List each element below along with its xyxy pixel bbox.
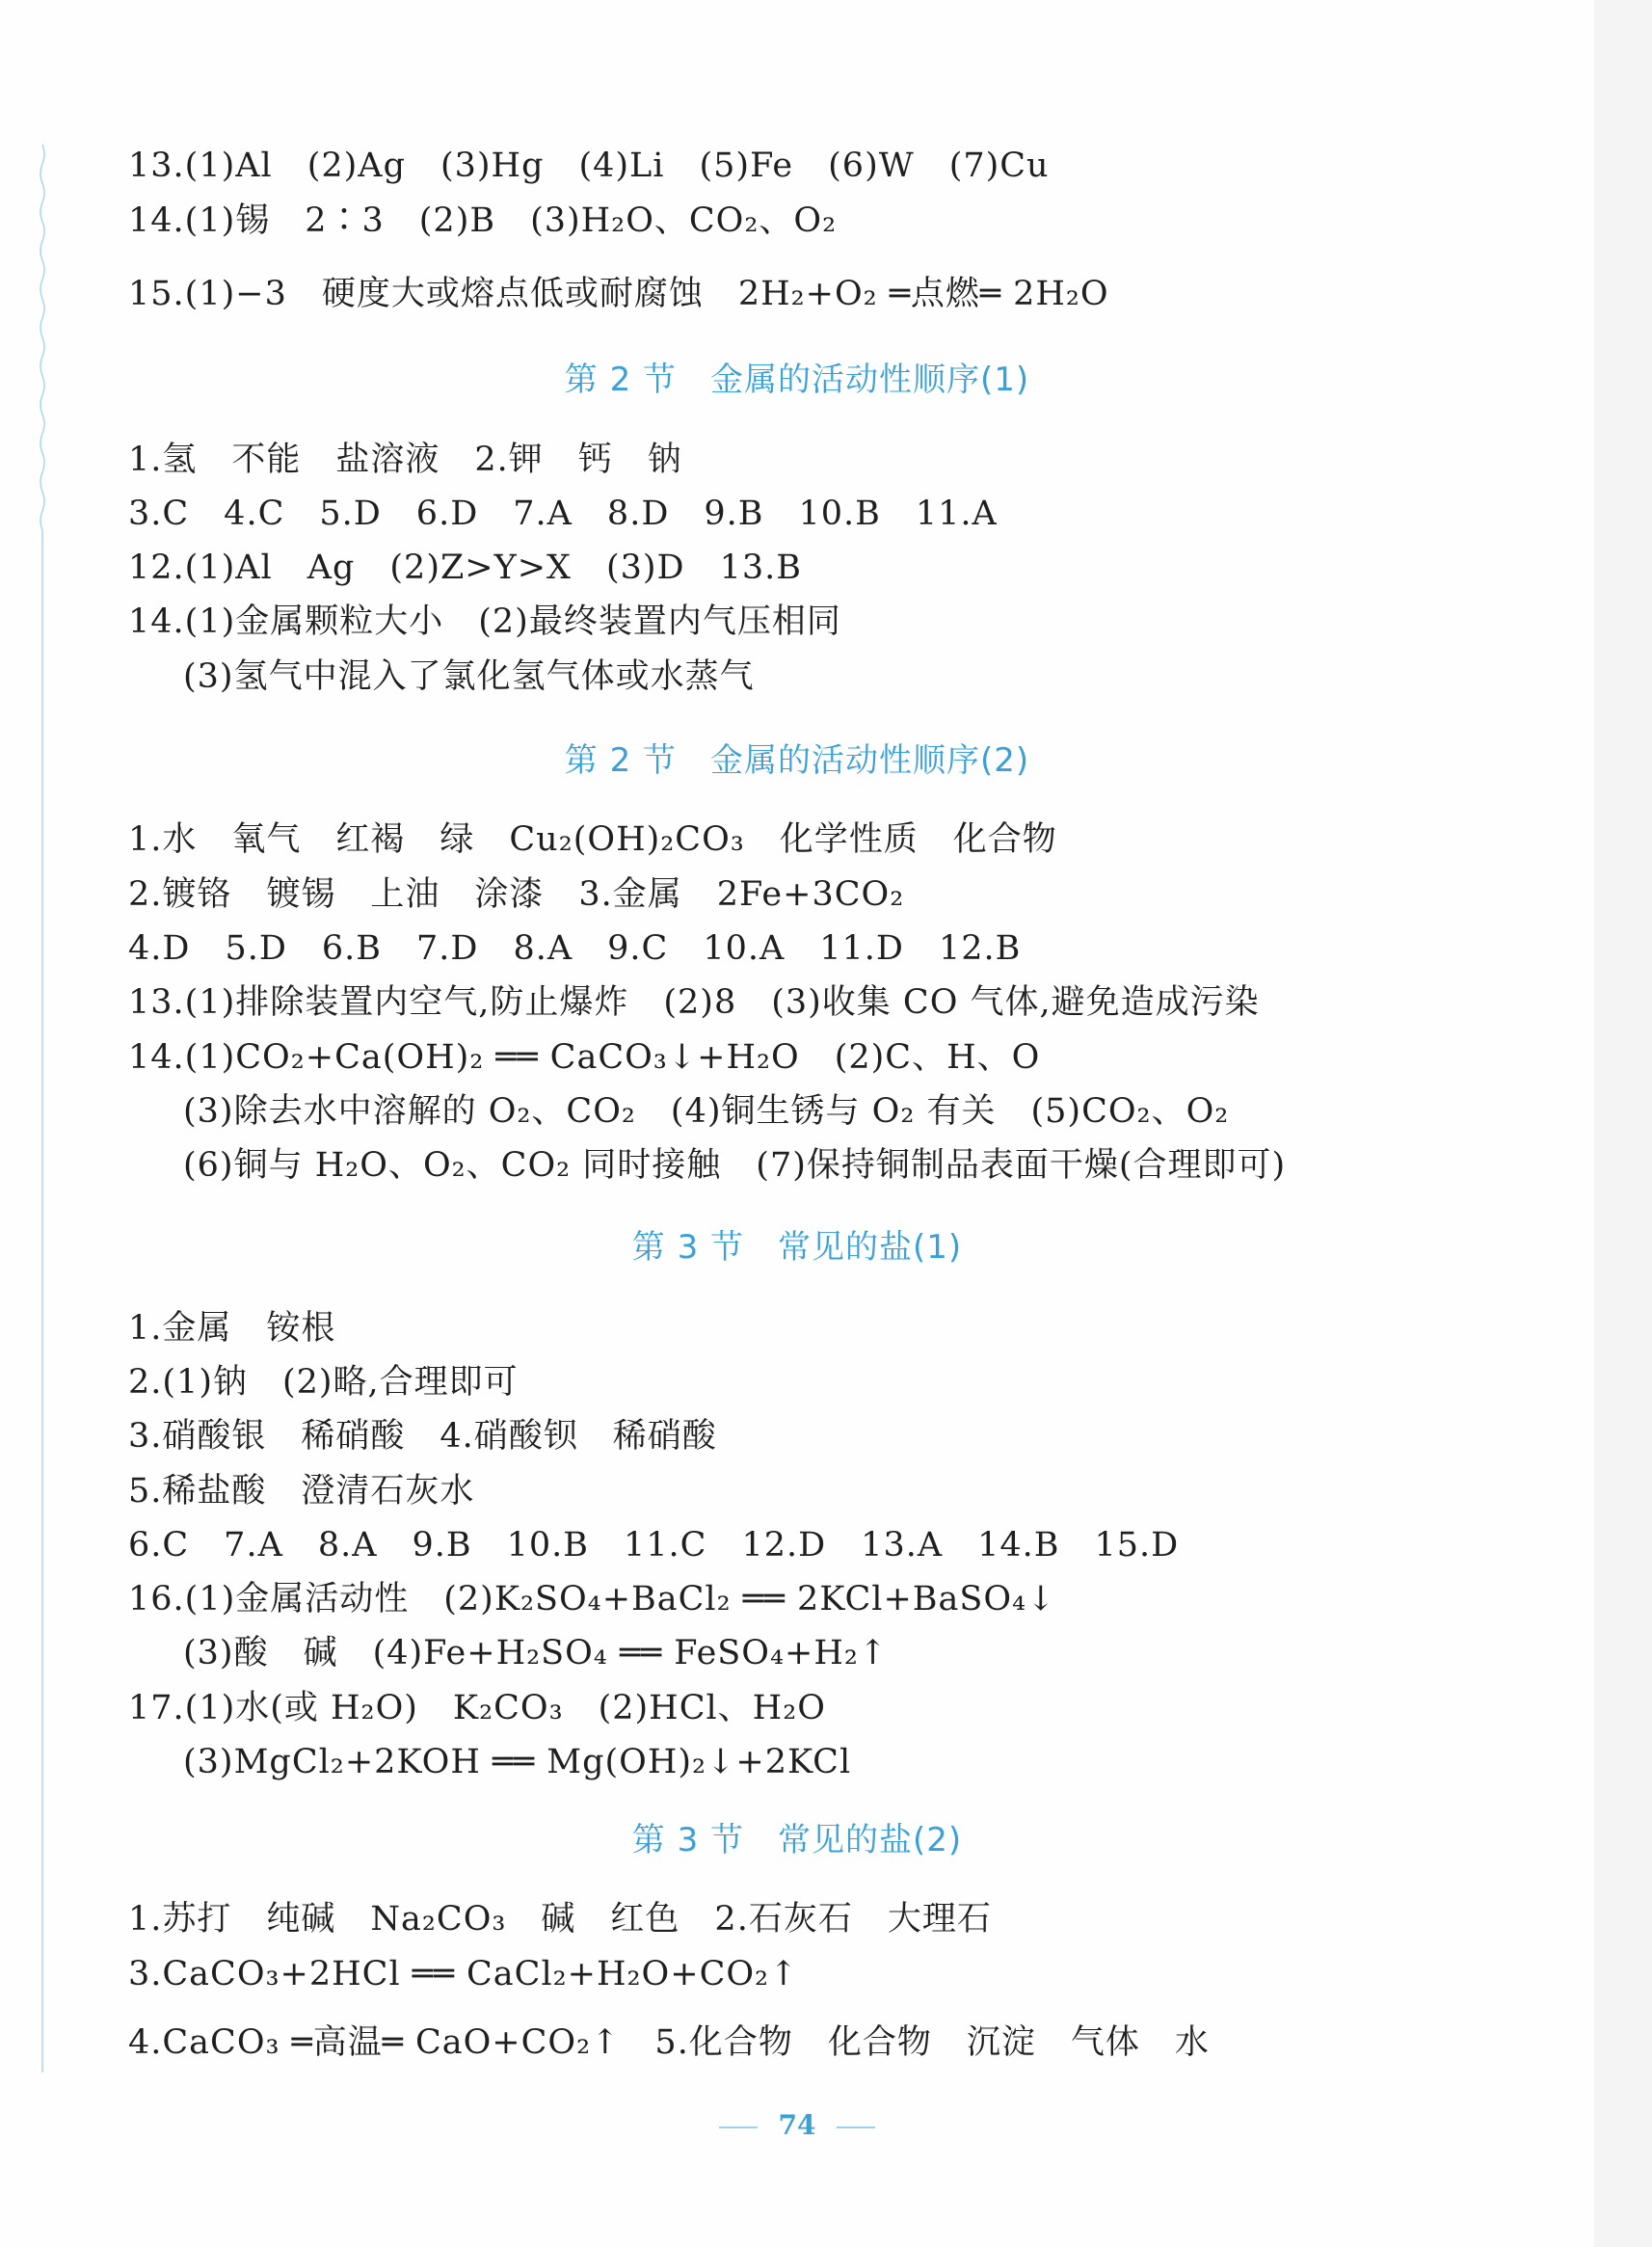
page-number-dash-right (837, 2127, 875, 2128)
answer-line: 1.水 氧气 红褐 绿 Cu₂(OH)₂CO₃ 化学性质 化合物 (128, 820, 1057, 859)
answer-line: 14.(1)锡 2∶3 (2)B (3)H₂O、CO₂、O₂ (128, 201, 838, 240)
page-number-text: 74 (778, 2109, 816, 2141)
answer-line: 14.(1)CO₂+Ca(OH)₂ ══ CaCO₃↓+H₂O (2)C、H、O (128, 1038, 1041, 1077)
answer-line: 15.(1)−3 硬度大或熔点低或耐腐蚀 2H₂+O₂ ═点燃═ 2H₂O (128, 275, 1109, 313)
answer-line: 12.(1)Al Ag (2)Z>Y>X (3)D 13.B (128, 548, 802, 587)
answer-line: 16.(1)金属活动性 (2)K₂SO₄+BaCl₂ ══ 2KCl+BaSO₄↓ (128, 1580, 1056, 1618)
answer-line: 2.镀铬 镀锡 上油 涂漆 3.金属 2Fe+3CO₂ (128, 875, 905, 914)
answer-line: 13.(1)排除装置内空气,防止爆炸 (2)8 (3)收集 CO 气体,避免造成污染 (128, 983, 1260, 1022)
answer-line: 4.D 5.D 6.B 7.D 8.A 9.C 10.A 11.D 12.B (128, 929, 1022, 968)
section-heading: 第 3 节 常见的盐(1) (631, 1228, 963, 1267)
answer-line: 3.CaCO₃+2HCl ══ CaCl₂+H₂O+CO₂↑ (128, 1955, 799, 1993)
section-heading: 第 2 节 金属的活动性顺序(2) (564, 741, 1030, 780)
answer-line: (3)酸 碱 (4)Fe+H₂SO₄ ══ FeSO₄+H₂↑ (183, 1634, 889, 1672)
page-number-dash-left (719, 2127, 758, 2128)
section-heading: 第 2 节 金属的活动性顺序(1) (564, 361, 1030, 399)
answer-line: 13.(1)Al (2)Ag (3)Hg (4)Li (5)Fe (6)W (7)Cu (128, 147, 1050, 185)
answer-line: (3)MgCl₂+2KOH ══ Mg(OH)₂↓+2KCl (183, 1743, 852, 1781)
answer-line: 17.(1)水(或 H₂O) K₂CO₃ (2)HCl、H₂O (128, 1689, 826, 1727)
answer-line: 3.C 4.C 5.D 6.D 7.A 8.D 9.B 10.B 11.A (128, 495, 998, 533)
answer-line: 1.苏打 纯碱 Na₂CO₃ 碱 红色 2.石灰石 大理石 (128, 1900, 992, 1939)
page-margin (1594, 0, 1652, 2247)
section-heading: 第 3 节 常见的盐(2) (631, 1821, 963, 1859)
answer-line: 3.硝酸银 稀硝酸 4.硝酸钡 稀硝酸 (128, 1417, 717, 1456)
answer-line: (3)除去水中溶解的 O₂、CO₂ (4)铜生锈与 O₂ 有关 (5)CO₂、O₂ (183, 1092, 1230, 1131)
answer-line: 2.(1)钠 (2)略,合理即可 (128, 1363, 519, 1402)
answer-line: 1.金属 铵根 (128, 1309, 336, 1348)
answer-line: (3)氢气中混入了氯化氢气体或水蒸气 (183, 657, 755, 696)
answer-line: 14.(1)金属颗粒大小 (2)最终装置内气压相同 (128, 602, 841, 641)
answer-line: 5.稀盐酸 澄清石灰水 (128, 1472, 475, 1511)
margin-wavy-rule (37, 145, 48, 2073)
answer-line: 4.CaCO₃ ═高温═ CaO+CO₂↑ 5.化合物 化合物 沉淀 气体 水 (128, 2023, 1210, 2062)
answer-line: 1.氢 不能 盐溶液 2.钾 钙 钠 (128, 441, 682, 479)
page-number (0, 2109, 1594, 2141)
answer-line: 6.C 7.A 8.A 9.B 10.B 11.C 12.D 13.A 14.B 15.D (128, 1526, 1180, 1565)
answer-line: (6)铜与 H₂O、O₂、CO₂ 同时接触 (7)保持铜制品表面干燥(合理即可) (183, 1146, 1287, 1185)
